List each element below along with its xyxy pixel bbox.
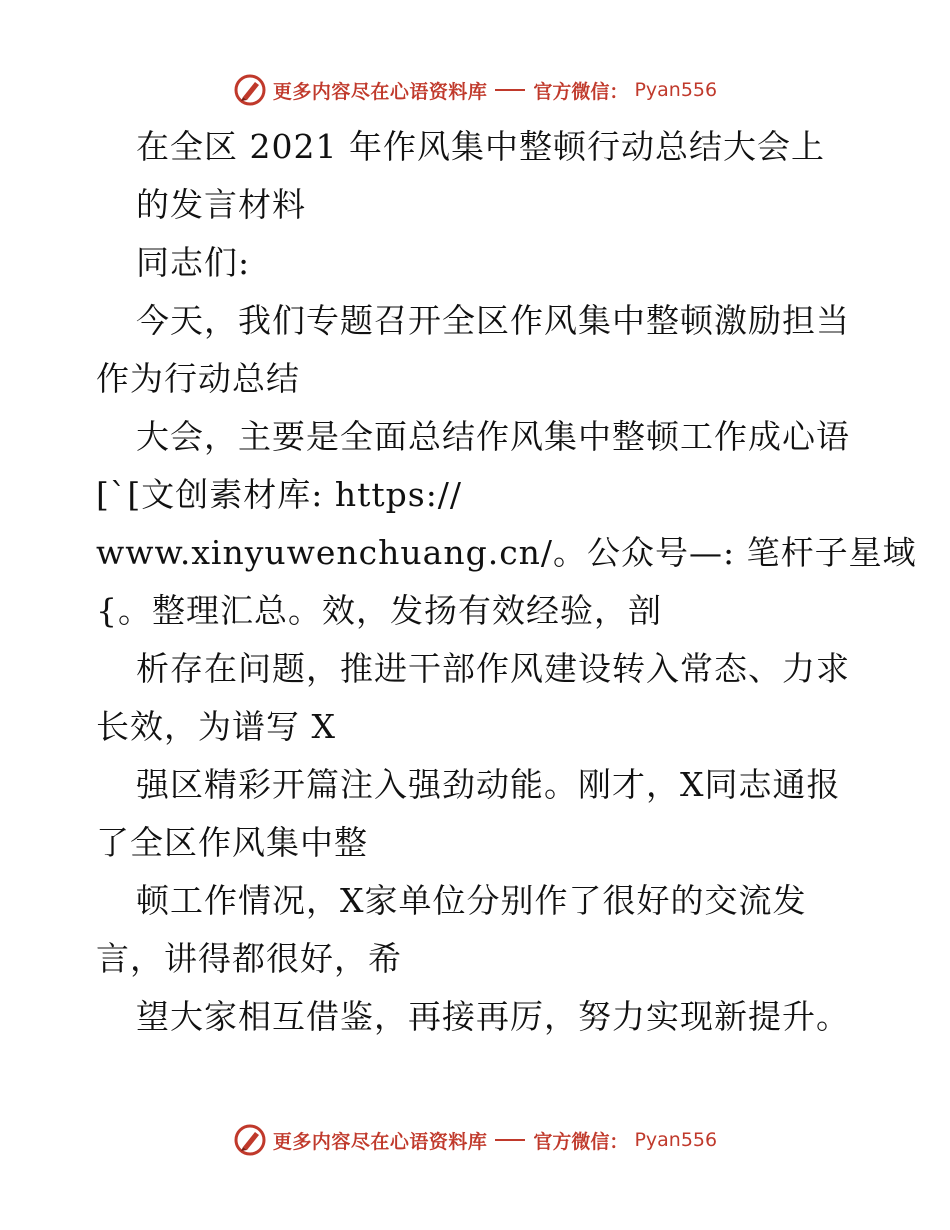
banner-divider bbox=[495, 1139, 525, 1141]
header-watermark-banner bbox=[0, 70, 950, 110]
banner-title: 更多内容尽在心语资料库 bbox=[272, 80, 488, 103]
document-line: 望大家相互借鉴，再接再厉，努力实现新提升。 bbox=[136, 997, 850, 1036]
footer-watermark-banner bbox=[0, 1120, 950, 1160]
banner-title: 更多内容尽在心语资料库 bbox=[272, 1130, 488, 1153]
document-line: 强区精彩开篇注入强劲动能。刚才，X同志通报 bbox=[136, 765, 841, 804]
document-line: 同志们: bbox=[136, 243, 251, 282]
banner-wechat-label: 官方微信： bbox=[533, 80, 629, 103]
document-line: {。整理汇总。效，发扬有效经验，剖 bbox=[96, 591, 662, 630]
document-line: 顿工作情况，X家单位分别作了很好的交流发 bbox=[136, 881, 807, 920]
document-line: [`[文创素材库: https:// bbox=[96, 475, 463, 514]
document-line: 了全区作风集中整 bbox=[96, 823, 368, 862]
document-line: 言，讲得都很好，希 bbox=[96, 939, 402, 978]
document-line: 今天，我们专题召开全区作风集中整顿激励担当 bbox=[136, 301, 850, 340]
pen-logo-icon bbox=[233, 73, 267, 107]
document-line: 在全区 2021 年作风集中整顿行动总结大会上 bbox=[136, 127, 825, 166]
document-line: www.xinyuwenchuang.cn/。公众号—: 笔杆子星域 bbox=[96, 533, 917, 572]
document-line: 大会，主要是全面总结作风集中整顿工作成心语 bbox=[136, 417, 850, 456]
banner-wechat-label: 官方微信： bbox=[533, 1130, 629, 1153]
document-body bbox=[96, 118, 917, 1046]
pen-logo-icon bbox=[233, 1123, 267, 1157]
document-line: 长效，为谱写 X bbox=[96, 707, 336, 746]
document-line: 析存在问题，推进干部作风建设转入常态、力求 bbox=[136, 649, 850, 688]
banner-wechat-id: Pyan556 bbox=[634, 1129, 718, 1151]
banner-divider bbox=[495, 89, 525, 91]
document-line: 作为行动总结 bbox=[96, 359, 300, 398]
document-line: 的发言材料 bbox=[136, 185, 306, 224]
banner-wechat-id: Pyan556 bbox=[634, 79, 718, 101]
